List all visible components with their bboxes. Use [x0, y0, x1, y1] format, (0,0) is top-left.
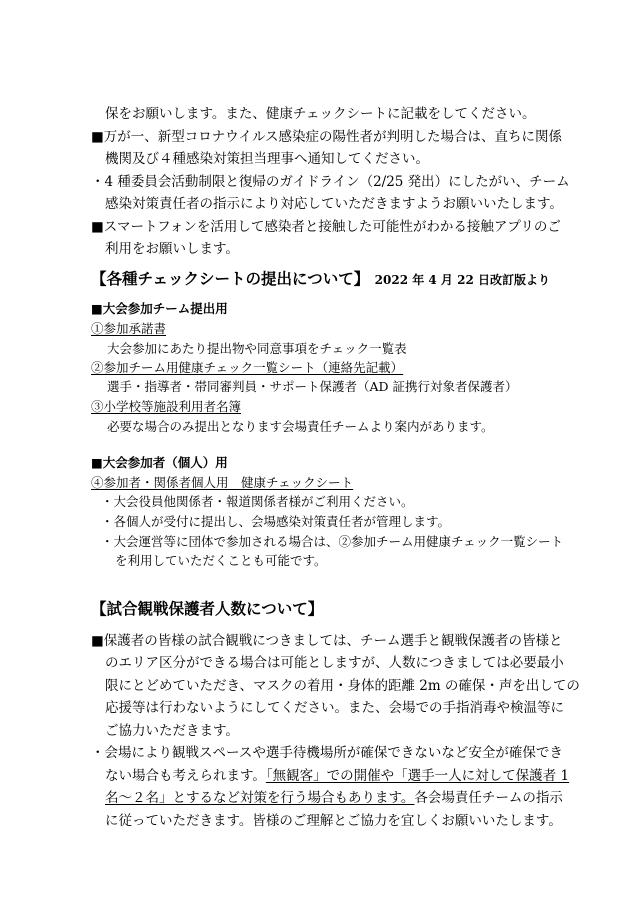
spectator-para2-line2-plain: ない場合も考えられます。 — [105, 768, 266, 784]
spectator-para2-line2 — [105, 767, 569, 785]
intro-line-2: ■万が一、新型コロナウイルス感染症の陽性者が判明した場合は、直ちに関係 — [91, 129, 562, 145]
team-submission-title: ■大会参加チーム提出用 — [91, 301, 228, 316]
individual-title: ■大会参加者（個人）用 — [91, 455, 228, 470]
item-individual-health-check-sheet: ④参加者・関係者個人用 健康チェックシート — [91, 475, 354, 490]
item-participation-consent: ①参加承諾書 — [91, 321, 167, 336]
intro-line-6: ■スマートフォンを活用して感染者と接触した可能性がわかる接触アプリのご — [91, 219, 561, 235]
item-participation-consent-desc: 大会参加にあたり提出物や同意事項をチェック一覧表 — [107, 341, 407, 356]
intro-line-4: ・4 種委員会活動制限と復帰のガイドライン（2/25 発出）にしたがい、チーム — [91, 174, 570, 190]
intro-line-3: 機関及び４種感染対策担当理事へ通知してください。 — [105, 151, 429, 167]
spectator-para1-line3: 限にとどめていただき、マスクの着用・身体的距離 2m の確保・声を出しての — [105, 678, 580, 694]
intro-line-5: 感染対策責任者の指示により対応していただきますようお願いいたします。 — [105, 196, 563, 212]
individual-bullet-2: ・各個人が受付に提出し、会場感染対策責任者が管理します。 — [101, 514, 451, 529]
individual-bullet-1: ・大会役員他関係者・報道関係者様がご利用ください。 — [101, 494, 414, 509]
spectator-para2-line4: に従っていただきます。皆様のご理解とご協力を宜しくお願いいたします。 — [105, 813, 562, 829]
spectator-para2-line3-plain: 各会場責任チームの指示 — [414, 790, 563, 806]
spectator-para1-line5: ご協力いただきます。 — [105, 723, 239, 739]
section1-heading-row — [91, 270, 550, 289]
spectator-para1-line4: 応援等は行わないようにしてください。また、会場での手指消毒や検温等に — [105, 700, 564, 716]
spectator-para2-line3 — [105, 789, 563, 807]
section2-heading: 【試合観戦保護者人数について】 — [91, 599, 324, 618]
item-facility-user-list: ③小学校等施設利用者名簿 — [91, 399, 242, 414]
spectator-para1-line2: のエリア区分ができる場合は可能としますが、人数につきましては必要最小 — [105, 655, 564, 671]
individual-bullet-3-cont: を利用していただくことも可能です。 — [115, 553, 327, 568]
item-team-health-check-sheet-desc: 選手・指導者・帯同審判員・サポート保護者（AD 証携行対象者保護者） — [107, 379, 518, 394]
revision-date-note: 2022 年 4 月 22 日改訂版より — [374, 273, 550, 287]
individual-bullet-3: ・大会運営等に団体で参加される場合は、②参加チーム用健康チェック一覧シート — [101, 534, 564, 549]
item-facility-user-list-desc: 必要な場合のみ提出となります会場責任チームより案内があります。 — [107, 419, 494, 434]
section1-heading: 【各種チェックシートの提出について】 — [91, 269, 370, 288]
spectator-para2-line2-underlined: 「無観客」での開催や「選手一人に対して保護者 1 — [265, 768, 570, 784]
intro-line-1: 保をお願いします。また、健康チェックシートに記載をしてください。 — [105, 106, 536, 122]
spectator-para2-line1: ・会場により観戦スペースや選手待機場所が確保できないなど安全が確保でき — [91, 745, 563, 761]
intro-line-7: 利用をお願いします。 — [105, 241, 239, 257]
item-team-health-check-sheet: ②参加チーム用健康チェック一覧シート（連絡先記載） — [91, 360, 404, 375]
spectator-para1-line1: ■保護者の皆様の試合観戦につきましては、チーム選手と観戦保護者の皆様と — [91, 633, 563, 649]
spectator-para2-line3-underlined: 名～２名」とするなど対策を行う場合もあります。 — [105, 790, 415, 806]
